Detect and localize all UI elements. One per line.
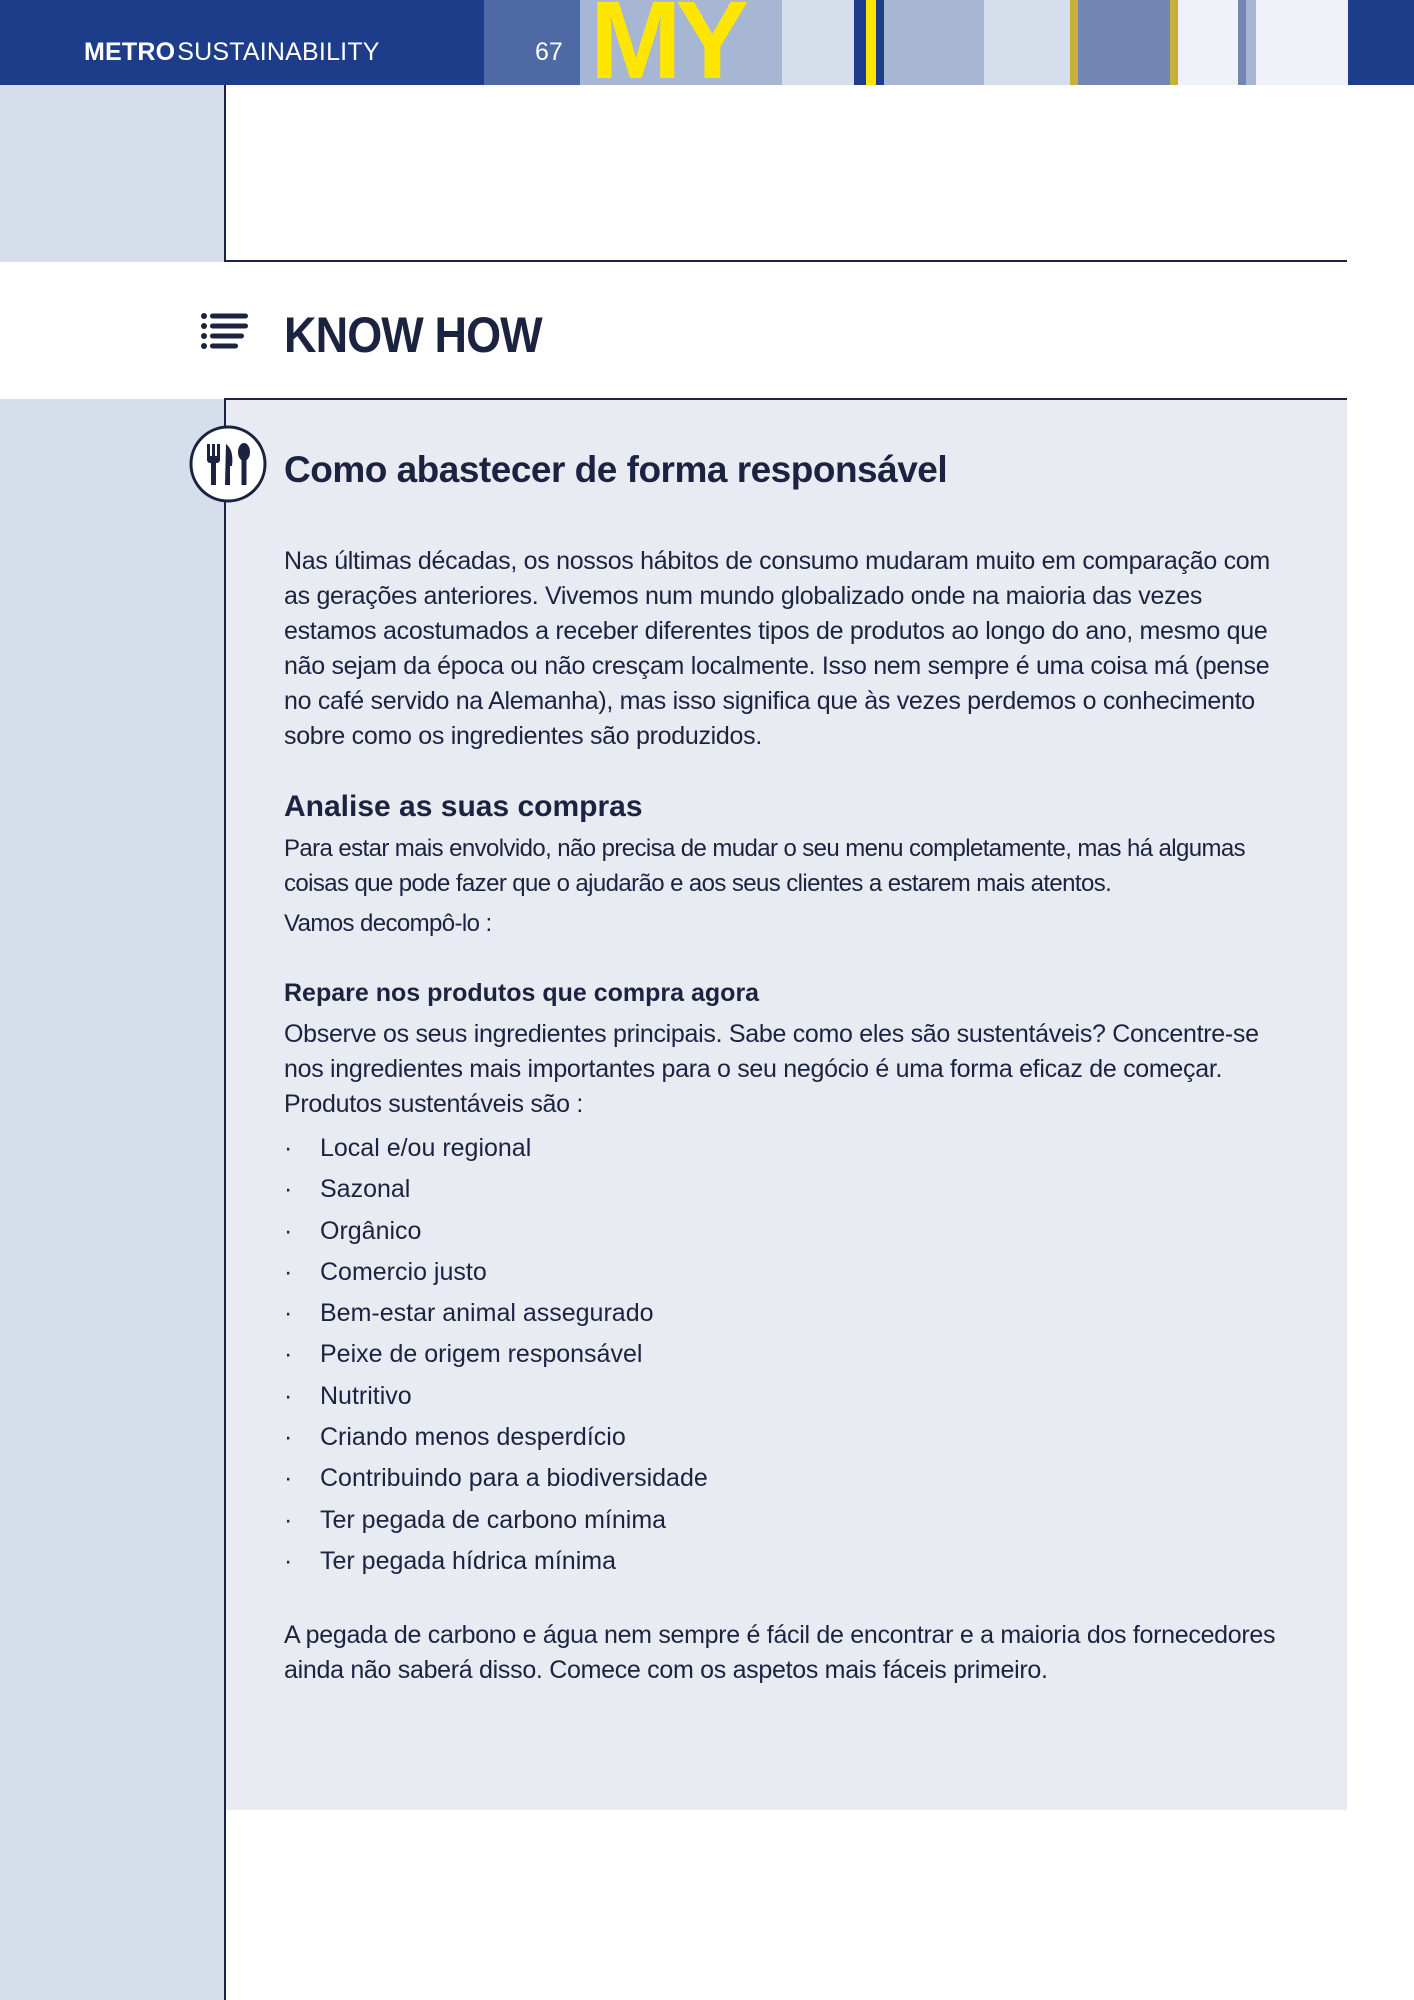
list-item-text: Ter pegada hídrica mínima — [320, 1546, 616, 1575]
bullet-icon: · — [284, 1505, 293, 1534]
list-item-text: Orgânico — [320, 1216, 422, 1245]
list-icon — [200, 311, 250, 351]
list-item-text: Local e/ou regional — [320, 1134, 532, 1162]
left-margin-gap — [0, 262, 225, 399]
stripe — [1256, 0, 1348, 85]
subheading-analyse: Analise as suas compras — [284, 790, 643, 823]
stripe — [484, 0, 580, 85]
stripe — [1170, 0, 1178, 85]
bullet-icon: · — [284, 1299, 293, 1328]
brand-sustainability: SUSTAINABILITY — [177, 38, 380, 66]
bullet-icon: · — [284, 1546, 293, 1575]
stripe — [1178, 0, 1238, 85]
intro-paragraph: Nas últimas décadas, os nossos hábitos de consumo mudaram muito em comparação com as gerações anteriores. Vivemos num mundo globalizado onde na maioria das vezes estamos acostumados a receber diferentes tipos de produtos ao longo do ano, mesmo que não sejam da época ou não cresçam localmente. Isso nem sempre é uma coisa má (pense no café servido na Alemanha), mas isso significa que às vezes perdemos o conhecimento sobre como os ingredientes são produzidos. — [284, 547, 1270, 750]
divider-vertical-top — [224, 85, 226, 262]
stripe — [1078, 0, 1170, 85]
list-item — [284, 1211, 1294, 1252]
stripe — [884, 0, 984, 85]
bullet-icon: · — [284, 1257, 293, 1286]
list-item — [284, 1293, 1294, 1334]
list-item-text: Comercio justo — [320, 1257, 487, 1286]
stripe — [782, 0, 854, 85]
subheading-products: Repare nos produtos que compra agora — [284, 979, 760, 1007]
bullet-icon: · — [284, 1216, 293, 1245]
list-item — [284, 1128, 1294, 1169]
brand-logo — [84, 38, 380, 67]
bullet-icon: · — [284, 1464, 293, 1493]
list-item — [284, 1541, 1294, 1582]
divider-horizontal-top — [224, 260, 1347, 262]
stripe — [1070, 0, 1078, 85]
bullet-icon: · — [284, 1340, 293, 1369]
list-item — [284, 1458, 1294, 1499]
bullet-icon: · — [284, 1175, 293, 1204]
footer-paragraph: A pegada de carbono e água nem sempre é fácil de encontrar e a maioria dos fornecedores ainda não saberá disso. Comece com os aspetos mais fáceis primeiro. — [284, 1621, 1276, 1685]
list-item — [284, 1500, 1294, 1541]
stripe — [984, 0, 1070, 85]
observe-paragraph: Observe os seus ingredientes principais. Sabe como eles são sustentáveis? Concentre-se nos ingredientes mais importantes para o seu negócio é uma forma eficaz de começar. Produtos sustentáveis são : — [284, 1020, 1259, 1118]
list-item-text: Bem-estar animal assegurado — [320, 1299, 654, 1328]
list-item-text: Contribuindo para a biodiversidade — [320, 1464, 708, 1493]
bullet-icon: · — [284, 1423, 293, 1452]
list-item-text: Sazonal — [320, 1175, 411, 1204]
section-title: KNOW HOW — [284, 307, 542, 363]
list-item — [284, 1169, 1294, 1210]
vamos-paragraph: Vamos decompô-lo : — [284, 910, 492, 937]
stripe — [866, 0, 876, 85]
list-item-text: Criando menos desperdício — [320, 1423, 626, 1452]
list-item-text: Peixe de origem responsável — [320, 1340, 643, 1369]
stripe — [876, 0, 884, 85]
bullet-icon: · — [284, 1381, 293, 1410]
list-item-text: Ter pegada de carbono mínima — [320, 1505, 667, 1534]
list-item-text: Nutritivo — [320, 1381, 412, 1410]
sustainable-products-list — [284, 1128, 1294, 1582]
list-item — [284, 1376, 1294, 1417]
stripe — [854, 0, 864, 85]
stripe — [1238, 0, 1246, 85]
article-title: Como abastecer de forma responsável — [284, 449, 948, 490]
header-bar — [0, 0, 1414, 102]
bullet-icon: · — [284, 1134, 293, 1162]
fork-knife-spoon-icon — [188, 424, 268, 504]
article-content — [284, 440, 1294, 1688]
brand-metro: METRO — [84, 38, 176, 66]
analyse-paragraph: Para estar mais envolvido, não precisa de mudar o seu menu completamente, mas há algumas coisas que pode fazer que o ajudarão e aos seus clientes a estarem mais atentos. — [284, 835, 1246, 897]
my-logo: MY — [590, 0, 743, 102]
list-item — [284, 1334, 1294, 1375]
page-number: 67 — [535, 38, 563, 66]
list-item — [284, 1417, 1294, 1458]
stripe — [1246, 0, 1256, 85]
list-item — [284, 1252, 1294, 1293]
